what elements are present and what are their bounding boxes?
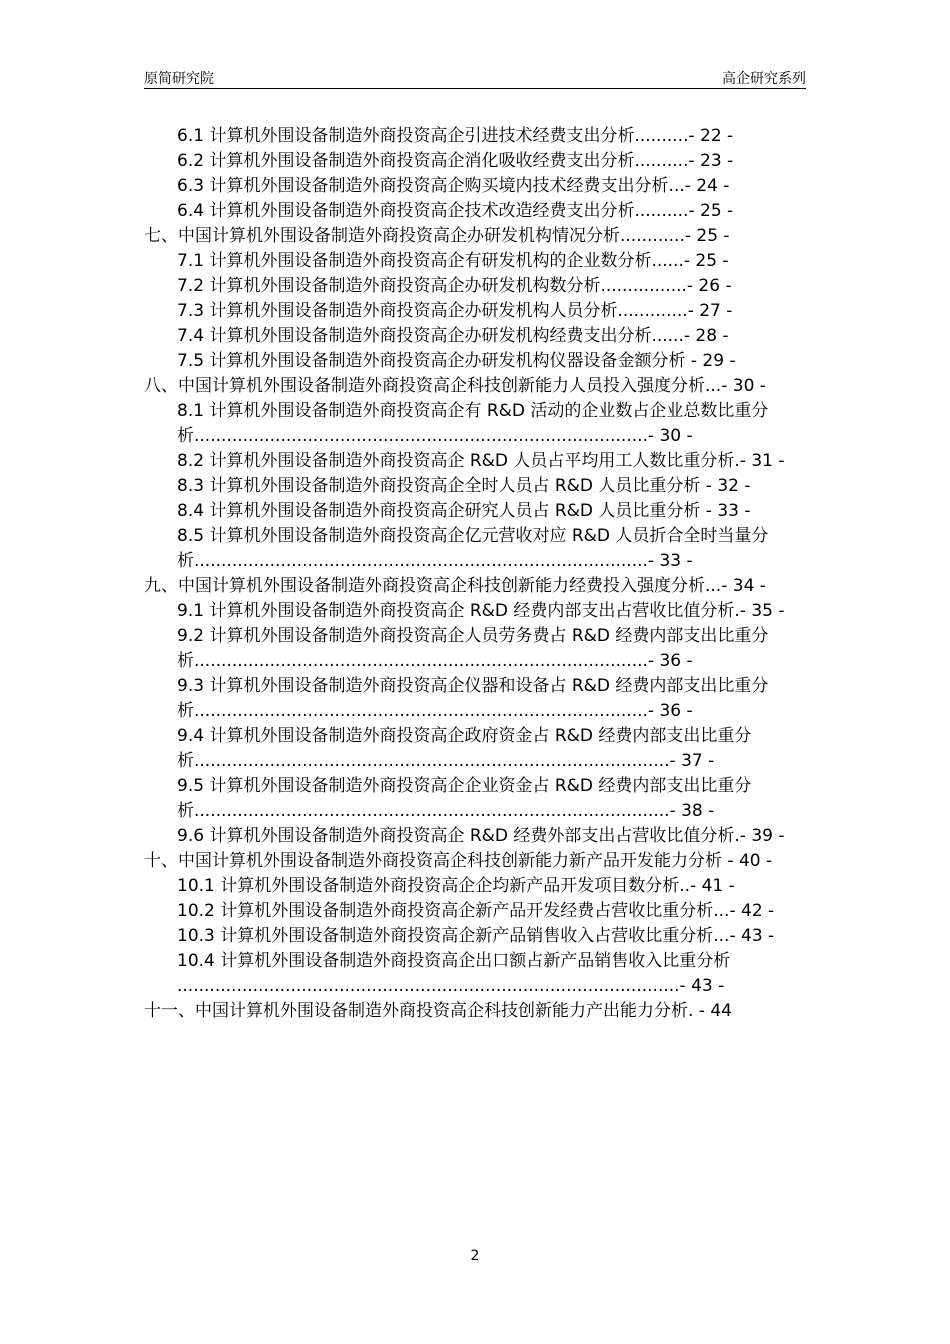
page-number: 2 <box>470 1248 480 1264</box>
toc-section-entry[interactable]: 7.2 计算机外围设备制造外商投资高企办研发机构数分析................- 26 - <box>177 276 732 296</box>
header-publisher: 原简研究院 <box>144 71 214 87</box>
table-of-contents <box>144 124 807 1024</box>
toc-chapter-entry[interactable]: 九、中国计算机外围设备制造外商投资高企科技创新能力经费投入强度分析...- 34 - <box>144 576 766 596</box>
page-header <box>144 66 806 89</box>
toc-section-entry[interactable]: 10.2 计算机外围设备制造外商投资高企新产品开发经费占营收比重分析...- 42 - <box>177 901 775 921</box>
toc-section-entry[interactable]: 7.1 计算机外围设备制造外商投资高企有研发机构的企业数分析......- 25 - <box>177 251 729 271</box>
toc-section-entry[interactable]: 6.2 计算机外围设备制造外商投资高企消化吸收经费支出分析..........- 23 - <box>177 151 734 171</box>
toc-section-entry[interactable]: 7.4 计算机外围设备制造外商投资高企办研发机构经费支出分析......- 28 - <box>177 326 729 346</box>
toc-section-entry[interactable]: 7.5 计算机外围设备制造外商投资高企办研发机构仪器设备金额分析 - 29 - <box>177 351 736 371</box>
toc-section-entry[interactable]: 9.2 计算机外围设备制造外商投资高企人员劳务费占 R&D 经费内部支出比重分析....................................................................................- 36 - <box>177 626 769 671</box>
toc-section-entry[interactable]: 7.3 计算机外围设备制造外商投资高企办研发机构人员分析.............- 27 - <box>177 301 733 321</box>
toc-section-entry[interactable]: 10.1 计算机外围设备制造外商投资高企企均新产品开发项目数分析..- 41 - <box>177 876 735 896</box>
toc-section-entry[interactable]: 10.3 计算机外围设备制造外商投资高企新产品销售收入占营收比重分析...- 43 - <box>177 926 775 946</box>
toc-section-entry[interactable]: 6.1 计算机外围设备制造外商投资高企引进技术经费支出分析..........- 22 - <box>177 126 734 146</box>
toc-chapter-entry[interactable]: 十一、中国计算机外围设备制造外商投资高企科技创新能力产出能力分析. - 44 <box>144 1001 732 1021</box>
toc-section-entry[interactable]: 6.4 计算机外围设备制造外商投资高企技术改造经费支出分析..........- 25 - <box>177 201 734 221</box>
toc-section-entry[interactable]: 10.4 计算机外围设备制造外商投资高企出口额占新产品销售收入比重分析 .............................................................................................- 43 - <box>177 951 731 996</box>
toc-section-entry[interactable]: 6.3 计算机外围设备制造外商投资高企购买境内技术经费支出分析...- 24 - <box>177 176 730 196</box>
toc-section-entry[interactable]: 9.1 计算机外围设备制造外商投资高企 R&D 经费内部支出占营收比值分析.- 35 - <box>177 601 785 621</box>
toc-section-entry[interactable]: 8.2 计算机外围设备制造外商投资高企 R&D 人员占平均用工人数比重分析.- 31 - <box>177 451 785 471</box>
toc-section-entry[interactable]: 9.6 计算机外围设备制造外商投资高企 R&D 经费外部支出占营收比值分析.- 39 - <box>177 826 785 846</box>
toc-chapter-entry[interactable]: 十、中国计算机外围设备制造外商投资高企科技创新能力新产品开发能力分析 - 40 - <box>144 851 773 871</box>
toc-section-entry[interactable]: 8.5 计算机外围设备制造外商投资高企亿元营收对应 R&D 人员折合全时当量分析....................................................................................- 33 - <box>177 526 769 571</box>
toc-section-entry[interactable]: 9.5 计算机外围设备制造外商投资高企企业资金占 R&D 经费内部支出比重分析........................................................................................- 38 - <box>177 776 752 821</box>
toc-section-entry[interactable]: 8.3 计算机外围设备制造外商投资高企全时人员占 R&D 人员比重分析 - 32 - <box>177 476 751 496</box>
header-series: 高企研究系列 <box>722 71 806 87</box>
toc-section-entry[interactable]: 9.4 计算机外围设备制造外商投资高企政府资金占 R&D 经费内部支出比重分析........................................................................................- 37 - <box>177 726 752 771</box>
toc-section-entry[interactable]: 9.3 计算机外围设备制造外商投资高企仪器和设备占 R&D 经费内部支出比重分析....................................................................................- 36 - <box>177 676 769 721</box>
toc-section-entry[interactable]: 8.1 计算机外围设备制造外商投资高企有 R&D 活动的企业数占企业总数比重分析....................................................................................- 30 - <box>177 401 769 446</box>
toc-chapter-entry[interactable]: 八、中国计算机外围设备制造外商投资高企科技创新能力人员投入强度分析...- 30 - <box>144 376 766 396</box>
toc-section-entry[interactable]: 8.4 计算机外围设备制造外商投资高企研究人员占 R&D 人员比重分析 - 33 - <box>177 501 751 521</box>
toc-chapter-entry[interactable]: 七、中国计算机外围设备制造外商投资高企办研发机构情况分析............- 25 - <box>144 226 730 246</box>
